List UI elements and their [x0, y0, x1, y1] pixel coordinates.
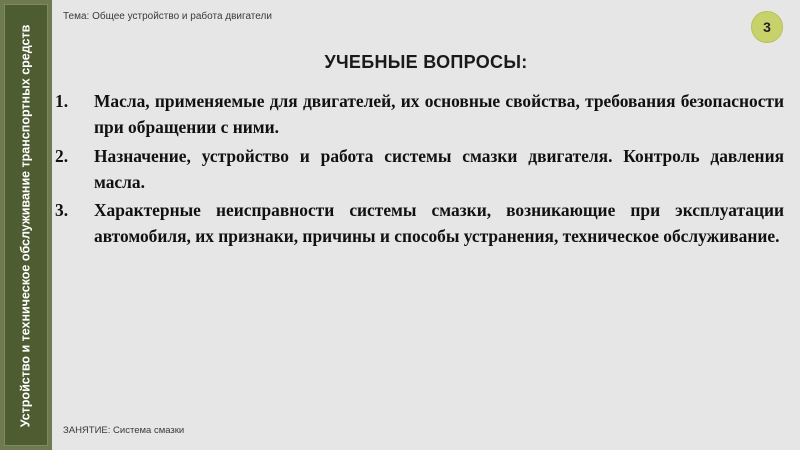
question-text: Характерные неисправности системы смазки, возникающие при эксплуатации автомобиля, их признаки, причины и способы устранения, техническое обслуживание.: [94, 200, 784, 246]
question-number: 1.: [55, 91, 69, 111]
slide-number-badge: 3: [751, 11, 783, 43]
sidebar: [0, 0, 52, 450]
question-text: Масла, применяемые для двигателей, их основные свойства, требования безопасности при обращении с ними.: [94, 91, 784, 137]
lesson-label: ЗАНЯТИЕ: Система смазки: [63, 425, 185, 436]
question-item: [55, 143, 784, 195]
course-title: Устройство и техническое обслуживание транспортных средств: [18, 24, 33, 428]
question-text: Назначение, устройство и работа системы смазки двигателя. Контроль давления масла.: [94, 145, 784, 192]
page-title: УЧЕБНЫЕ ВОПРОСЫ:: [324, 52, 528, 72]
question-item: [55, 197, 784, 249]
question-number: 3.: [55, 200, 69, 220]
questions-list: [55, 88, 784, 252]
question-item: [55, 88, 784, 140]
topic-label: Тема: Общее устройство и работа двигатели: [63, 11, 272, 22]
question-number: 2.: [55, 145, 69, 166]
